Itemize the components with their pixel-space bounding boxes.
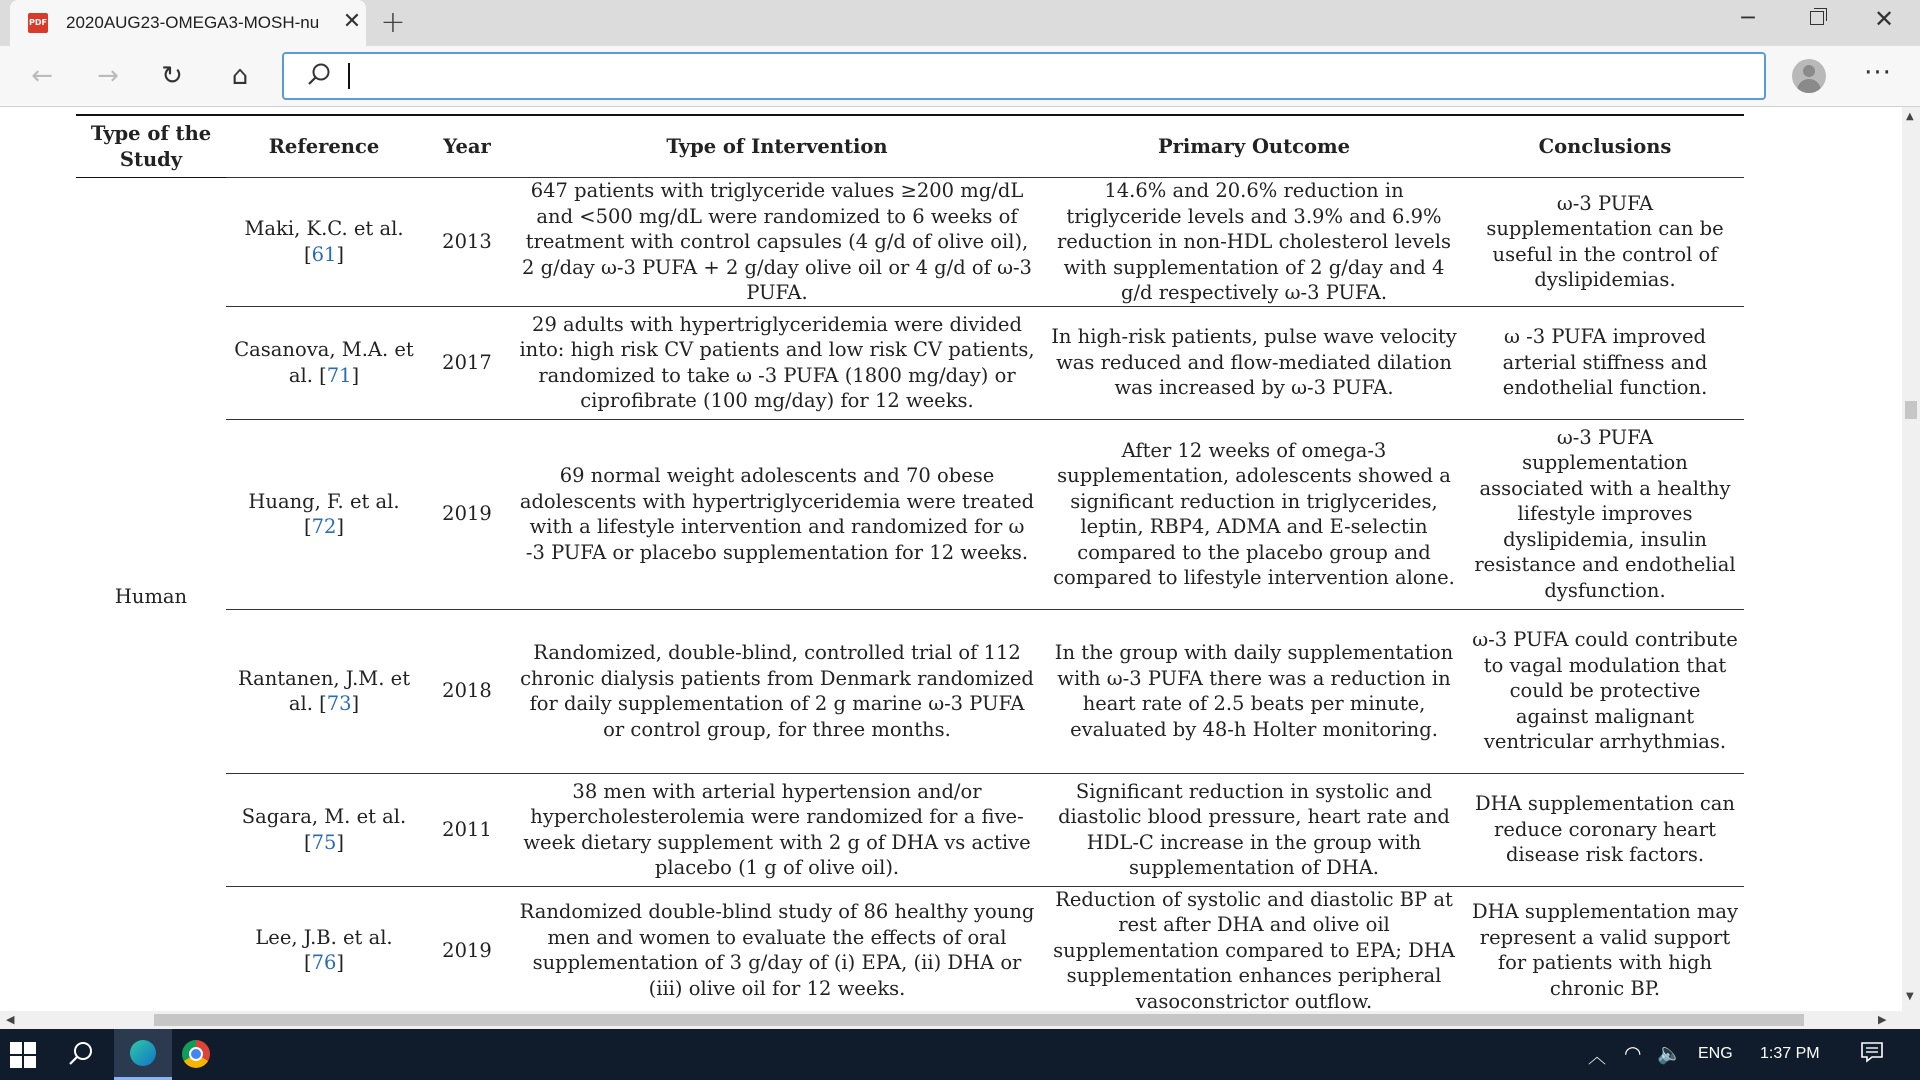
browser-toolbar [0,46,1920,107]
header-primary-outcome: Primary Outcome [1157,134,1351,158]
volume-icon[interactable]: 🔈 [1657,1041,1682,1065]
edge-icon [130,1040,156,1066]
scroll-up-icon[interactable]: ▲ [1906,111,1914,122]
citation-link[interactable]: 72 [311,515,337,538]
intervention-cell: 38 men with arterial hypertension and/or hypercholesterolemia were randomized for a five-week dietary supplement with 2 g of DHA vs active placebo (1 g of olive oil). [512,773,1042,886]
citation-link[interactable]: 75 [311,830,337,854]
chrome-icon-center [189,1047,203,1061]
scrollbar-corner [1902,1011,1920,1029]
intervention-cell: 69 normal weight adolescents and 70 obese adolescents with hypertriglyceridemia were treated with a lifestyle intervention and randomized for ω -3 PUFA or placebo supplementation for 12 weeks. [512,419,1042,609]
refresh-button[interactable]: ↻ [161,61,183,91]
outcome-cell: Significant reduction in systolic and diastolic blood pressure, heart rate and HDL-C increase in the group with supplementation of DHA. [1042,773,1466,886]
restore-button[interactable] [1786,4,1846,34]
windows-start-icon[interactable] [10,1042,36,1068]
year-cell: 2019 [422,419,512,609]
table-row [76,419,1744,609]
citation-link[interactable]: 73 [326,692,352,715]
forward-button[interactable]: → [97,61,119,91]
year-cell: 2011 [422,773,512,886]
citation-link[interactable]: 76 [311,951,337,975]
intervention-cell: 29 adults with hypertriglyceridemia were divided into: high risk CV patients and low risk CV patients, randomized to take ω -3 PUFA (1800 mg/day) or ciprofibrate (100 mg/day) for 12 weeks. [512,306,1042,419]
header-year: Year [443,134,491,158]
system-clock[interactable]: 1:37 PM [1760,1045,1820,1062]
reference-cell: Sagara, M. et al. [75] [226,773,422,886]
table-row [76,773,1744,886]
tab-close-icon[interactable]: ✕ [342,9,362,34]
home-button[interactable]: ⌂ [231,61,249,91]
conclusion-cell: DHA supplementation can reduce coronary heart disease risk factors. [1466,773,1744,886]
reference-authors: Rantanen, J.M. et al. [237,666,411,715]
outcome-cell: Reduction of systolic and diastolic BP at rest after DHA and olive oil supplementation compared to EPA; DHA supplementation enhances peripheral vasoconstrictor outflow. [1042,886,1466,1011]
edge-taskbar-button[interactable] [114,1029,172,1080]
reference-cell: Huang, F. et al. [72] [226,419,422,609]
study-type-cell: Human [114,584,188,608]
pdf-icon: PDF [28,13,48,33]
conclusion-cell: ω-3 PUFA supplementation can be useful in the control of dyslipidemias. [1466,178,1744,307]
close-window-button[interactable]: ✕ [1873,5,1895,33]
reference-cell: Maki, K.C. et al. [61] [226,178,422,307]
person-icon [1803,65,1815,77]
profile-avatar[interactable] [1792,59,1826,93]
minimize-button[interactable]: ─ [1741,6,1755,31]
vertical-scroll-thumb[interactable] [1905,401,1917,419]
tab-bar [0,0,1920,46]
intervention-cell: Randomized double-blind study of 86 healthy young men and women to evaluate the effects of oral supplementation of 3 g/day of (i) EPA, (ii) DHA or (iii) olive oil for 12 weeks. [512,886,1042,1011]
windows-taskbar [0,1029,1920,1080]
wifi-icon[interactable]: ◠ [1624,1041,1642,1065]
year-cell: 2018 [422,609,512,773]
table-row [76,609,1744,773]
notification-icon[interactable] [1860,1041,1884,1063]
restore-icon-front [1810,11,1824,25]
conclusion-cell: ω -3 PUFA improved arterial stiffness and endothelial function. [1466,306,1744,419]
outcome-cell: In high-risk patients, pulse wave velocity was reduced and flow-mediated dilation was increased by ω-3 PUFA. [1042,306,1466,419]
intervention-cell: Randomized, double-blind, controlled trial of 112 chronic dialysis patients from Denmark randomized for daily supplementation of 2 g marine ω-3 PUFA or control group, for three months. [512,609,1042,773]
taskbar-search-icon[interactable] [66,1039,96,1069]
intervention-cell: 647 patients with triglyceride values ≥200 mg/dL and <500 mg/dL were randomized to 6 weeks of treatment with control capsules (4 g/d of olive oil), 2 g/day ω-3 PUFA + 2 g/day olive oil or 4 g/d of ω-3 PUFA. [512,178,1042,307]
reference-authors: Maki, K.C. et al. [244,217,404,241]
tray-chevron-up-icon[interactable]: ︿ [1588,1047,1606,1068]
year-cell: 2017 [422,306,512,419]
horizontal-scroll-thumb[interactable] [154,1014,1804,1026]
scroll-right-icon[interactable]: ▶ [1878,1013,1887,1026]
conclusion-cell: ω-3 PUFA supplementation associated with a healthy lifestyle improves dyslipidemia, insulin resistance and endothelial dysfunction. [1466,419,1744,609]
header-conclusions: Conclusions [1538,134,1672,158]
citation-link[interactable]: 61 [311,242,337,266]
outcome-cell: In the group with daily supplementation with ω-3 PUFA there was a reduction in heart rate of 2.5 beats per minute, evaluated by 48-h Holter monitoring. [1042,609,1466,773]
table-row [76,886,1744,1011]
new-tab-button[interactable]: + [380,5,406,40]
citation-link[interactable]: 71 [326,363,352,387]
search-icon [306,62,332,88]
reference-authors: Sagara, M. et al. [241,805,407,828]
conclusion-cell: ω-3 PUFA could contribute to vagal modulation that could be protective against malignant ventricular arrhythmias. [1466,609,1744,773]
header-intervention: Type of Intervention [666,134,888,158]
header-type-of-study: Type of the Study [90,122,212,171]
header-reference: Reference [268,134,380,158]
conclusion-cell: DHA supplementation may represent a valid support for patients with high chronic BP. [1466,886,1744,1011]
language-indicator[interactable]: ENG [1698,1045,1733,1062]
reference-cell: Casanova, M.A. et al. [71] [226,306,422,419]
pdf-viewer [0,107,1902,1011]
reference-cell: Rantanen, J.M. et al. [73] [226,609,422,773]
scroll-down-icon[interactable]: ▼ [1906,991,1914,1002]
browser-tab[interactable] [10,0,366,46]
reference-authors: Casanova, M.A. et al. [234,338,414,387]
study-table [76,114,1744,1011]
reference-cell: Lee, J.B. et al. [76] [226,886,422,1011]
horizontal-scrollbar[interactable] [0,1011,1902,1029]
chrome-icon[interactable] [182,1040,210,1068]
outcome-cell: 14.6% and 20.6% reduction in triglyceride levels and 3.9% and 6.9% reduction in non-HDL cholesterol levels with supplementation of 2 g/day and 4 g/d respectively ω-3 PUFA. [1042,178,1466,307]
vertical-scrollbar[interactable] [1902,107,1920,1011]
year-cell: 2019 [422,886,512,1011]
scroll-left-icon[interactable]: ◀ [6,1013,15,1026]
text-caret [348,63,350,89]
settings-menu-button[interactable]: ··· [1864,58,1892,88]
table-row [76,306,1744,419]
reference-authors: Lee, J.B. et al. [255,925,393,949]
outcome-cell: After 12 weeks of omega-3 supplementation, adolescents showed a significant reduction in triglycerides, leptin, RBP4, ADMA and E-selectin compared to the placebo group and compared to lifestyle intervention alone. [1042,419,1466,609]
person-icon-body [1797,79,1821,93]
reference-authors: Huang, F. et al. [248,489,400,513]
table-header-row [76,115,1744,178]
year-cell: 2013 [422,178,512,307]
tab-title: 2020AUG23-OMEGA3-MOSH-nu [66,13,320,32]
back-button[interactable]: ← [31,61,53,91]
table-row [76,178,1744,307]
address-bar[interactable] [282,52,1766,100]
